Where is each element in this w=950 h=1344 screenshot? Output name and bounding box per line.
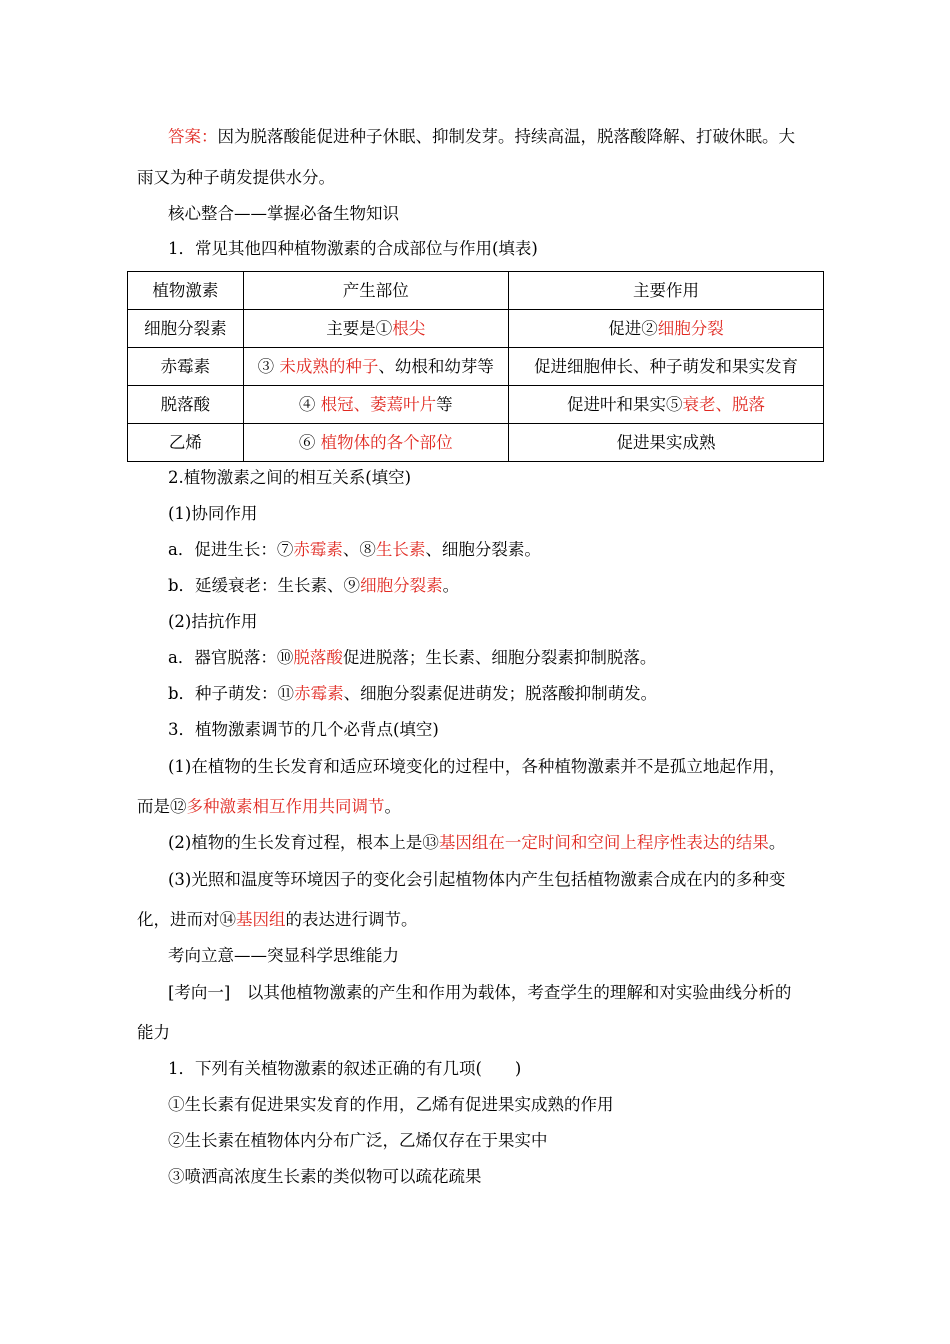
answer-text: 因为脱落酸能促进种子休眠、抑制发芽。持续高温，脱落酸降解、打破休眠。大 bbox=[217, 127, 795, 146]
item-2-b2 bbox=[168, 683, 657, 705]
table-row bbox=[128, 348, 824, 386]
answer-fill: 生长素 bbox=[375, 540, 426, 559]
item-3-p1-line2 bbox=[137, 796, 401, 818]
question-option: ①生长素有促进果实发育的作用，乙烯有促进果实成熟的作用 bbox=[168, 1095, 614, 1114]
answer-fill: 赤霉素 bbox=[294, 684, 344, 703]
item-3-p3-line1: (3)光照和温度等环境因子的变化会引起植物体内产生包括植物激素合成在内的多种变 bbox=[168, 870, 786, 889]
site-text: ⑥ bbox=[298, 432, 321, 452]
table-cell-hormone: 细胞分裂素 bbox=[128, 310, 244, 348]
site-text: 主要是① bbox=[326, 318, 393, 338]
item-2-b1 bbox=[168, 575, 459, 597]
site-answer: 未成熟的种子 bbox=[279, 356, 379, 376]
table-header-hormone: 植物激素 bbox=[128, 272, 244, 310]
answer-fill: 基因组 bbox=[236, 910, 286, 929]
site-answer: 根冠、萎蔫叶片 bbox=[320, 394, 437, 414]
answer-fill: 细胞分裂素 bbox=[360, 576, 443, 595]
text: a．器官脱落：⑩ bbox=[168, 648, 294, 667]
site-answer: 植物体的各个部位 bbox=[320, 432, 453, 452]
answer-fill: 脱落酸 bbox=[293, 648, 343, 667]
item-2-a2 bbox=[168, 647, 656, 669]
item-2-sub-2: (2)拮抗作用 bbox=[168, 612, 258, 631]
text: 促进脱落；生长素、细胞分裂素抑制脱落。 bbox=[342, 648, 657, 667]
text: b．延缓衰老：生长素、⑨ bbox=[168, 576, 361, 595]
answer-fill: 多种激素相互作用共同调节 bbox=[186, 797, 385, 816]
direction-1-line1: [考向一] 以其他植物激素的产生和作用为载体，考查学生的理解和对实验曲线分析的 bbox=[168, 983, 792, 1002]
text: 。 bbox=[442, 576, 460, 595]
table-cell-effect: 促进细胞伸长、种子萌发和果实发育 bbox=[508, 348, 823, 386]
table-cell-site bbox=[243, 424, 508, 462]
item-3-p1-line1: (1)在植物的生长发育和适应环境变化的过程中，各种植物激素并不是孤立地起作用， bbox=[168, 757, 786, 776]
table-row bbox=[128, 386, 824, 424]
table-row bbox=[128, 424, 824, 462]
text: 化，进而对⑭ bbox=[137, 910, 236, 929]
table-cell-hormone: 赤霉素 bbox=[128, 348, 244, 386]
site-text-post: 等 bbox=[436, 394, 453, 414]
text: 。 bbox=[768, 833, 786, 852]
site-text: ③ bbox=[257, 356, 280, 376]
text: 的表达进行调节。 bbox=[285, 910, 418, 929]
table-cell-site bbox=[243, 310, 508, 348]
answer-fill: 基因组在一定时间和空间上程序性表达的结果 bbox=[438, 833, 769, 852]
answer-label: 答案： bbox=[168, 127, 218, 146]
text: 、细胞分裂素促进萌发；脱落酸抑制萌发。 bbox=[343, 684, 658, 703]
table-header-row bbox=[128, 272, 824, 310]
table-cell-effect bbox=[508, 386, 823, 424]
effect-answer: 细胞分裂 bbox=[657, 318, 724, 338]
text: 。 bbox=[384, 797, 401, 816]
site-text-post: 、幼根和幼芽等 bbox=[378, 356, 494, 376]
table-cell-site bbox=[243, 348, 508, 386]
table-cell-effect bbox=[508, 310, 823, 348]
text: a．促进生长：⑦ bbox=[168, 540, 294, 559]
question-stem: 1．下列有关植物激素的叙述正确的有几项( ) bbox=[168, 1059, 522, 1078]
item-2-sub-1: (1)协同作用 bbox=[168, 504, 258, 523]
item-3-p2 bbox=[168, 832, 785, 854]
table-header-site: 产生部位 bbox=[243, 272, 508, 310]
table-cell-site bbox=[243, 386, 508, 424]
answer-fill: 赤霉素 bbox=[293, 540, 343, 559]
item-3-p3-line2 bbox=[137, 909, 418, 931]
item-1-title: 1．常见其他四种植物激素的合成部位与作用(填表) bbox=[168, 239, 538, 258]
table-row bbox=[128, 310, 824, 348]
text: 而是⑫ bbox=[137, 797, 187, 816]
item-3-title: 3．植物激素调节的几个必背点(填空) bbox=[168, 720, 439, 739]
section-heading-exam: 考向立意——突显科学思维能力 bbox=[168, 946, 399, 965]
question-option: ②生长素在植物体内分布广泛，乙烯仅存在于果实中 bbox=[168, 1131, 548, 1150]
item-2-a1 bbox=[168, 539, 541, 561]
text: b．种子萌发：⑪ bbox=[168, 684, 295, 703]
text: 、⑧ bbox=[342, 540, 376, 559]
site-text: ④ bbox=[298, 394, 321, 414]
text: (2)植物的生长发育过程，根本上是⑬ bbox=[168, 833, 439, 852]
direction-1-line2: 能力 bbox=[137, 1023, 170, 1042]
table-cell-effect: 促进果实成熟 bbox=[508, 424, 823, 462]
effect-text: 促进叶和果实⑤ bbox=[566, 394, 683, 414]
item-2-title: 2.植物激素之间的相互关系(填空) bbox=[168, 468, 412, 487]
table-header-effect: 主要作用 bbox=[508, 272, 823, 310]
table-cell-hormone: 乙烯 bbox=[128, 424, 244, 462]
effect-text: 促进② bbox=[608, 318, 658, 338]
section-heading-core: 核心整合——掌握必备生物知识 bbox=[168, 204, 399, 223]
effect-answer: 衰老、脱落 bbox=[682, 394, 765, 414]
hormone-table bbox=[127, 271, 824, 462]
answer-line-1 bbox=[168, 126, 795, 148]
text: 、细胞分裂素。 bbox=[425, 540, 541, 559]
site-answer: 根尖 bbox=[392, 318, 426, 338]
answer-line-2: 雨又为种子萌发提供水分。 bbox=[137, 168, 335, 187]
question-option: ③喷洒高浓度生长素的类似物可以疏花疏果 bbox=[168, 1167, 482, 1186]
table-cell-hormone: 脱落酸 bbox=[128, 386, 244, 424]
